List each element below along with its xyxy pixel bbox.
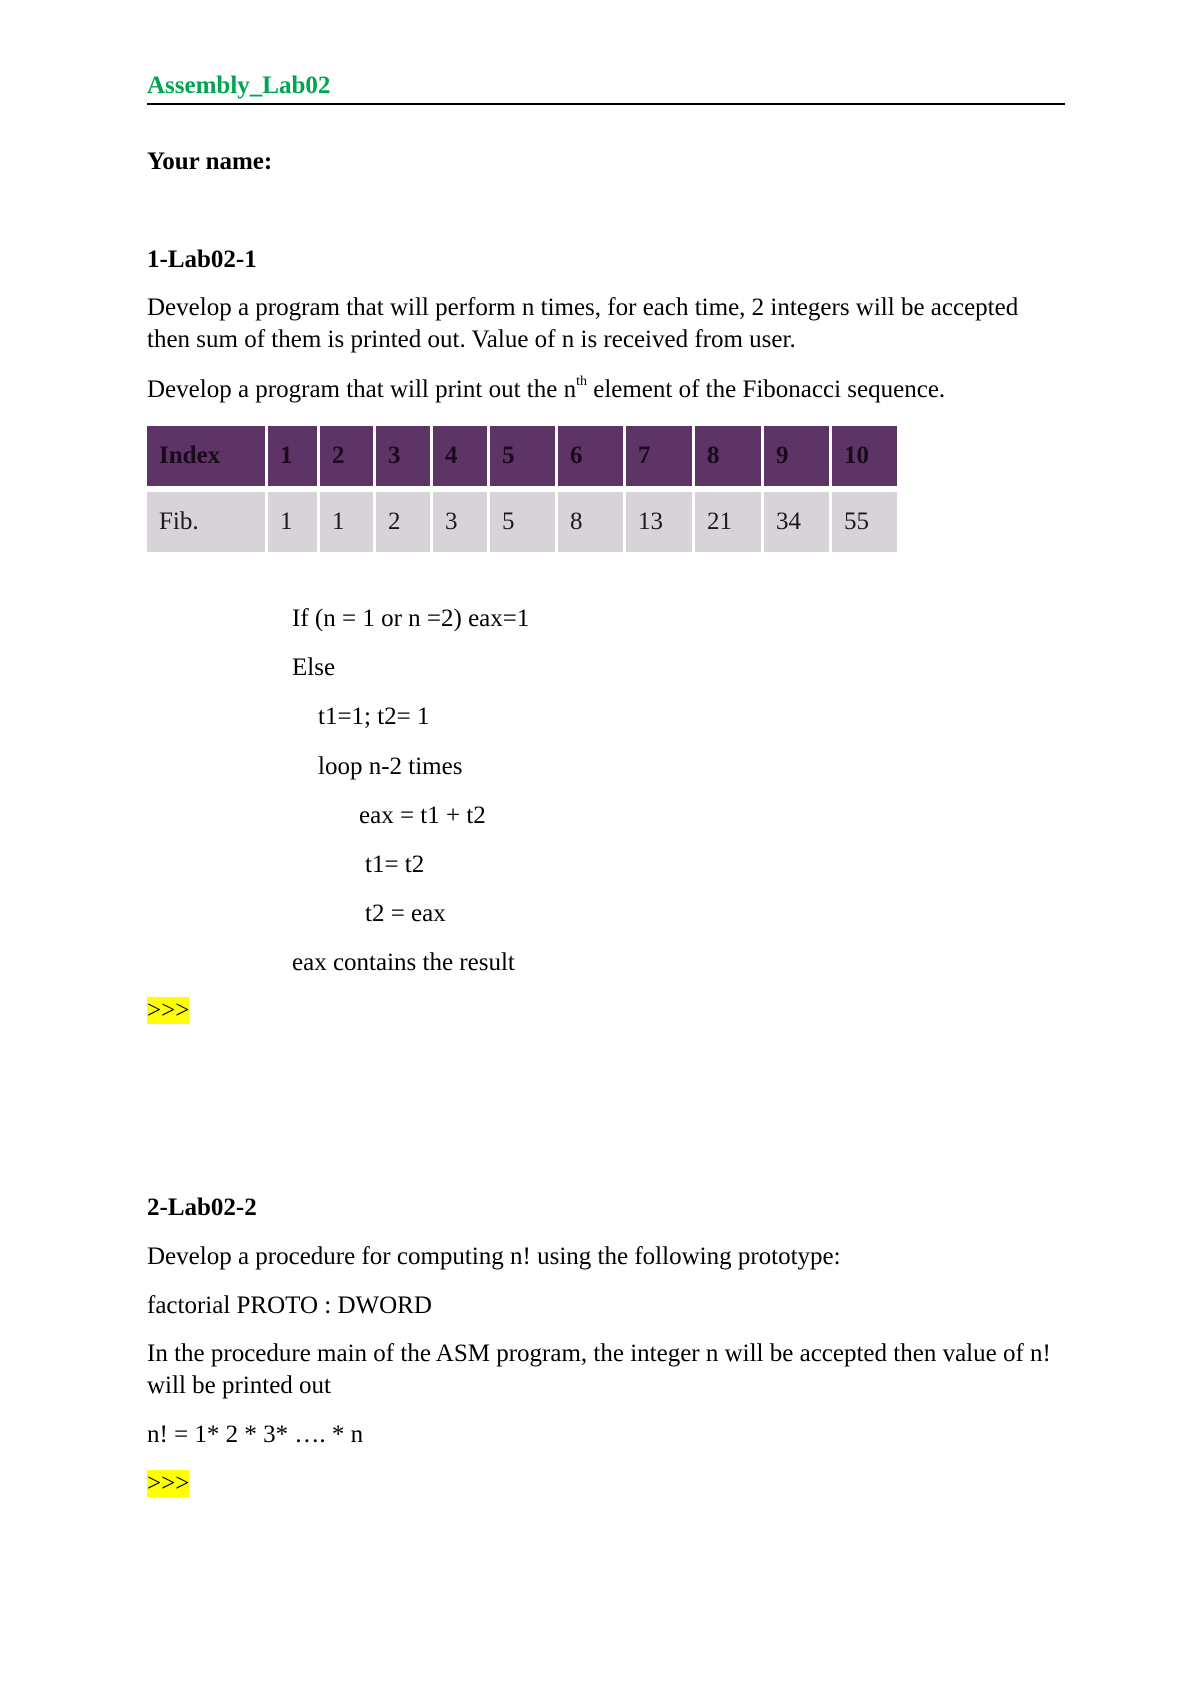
pseudocode-line: loop n-2 times [318,753,463,780]
section2-heading: 2-Lab02-2 [147,1194,257,1221]
prototype-line: factorial PROTO : DWORD [147,1292,432,1319]
section2-paragraph-2: In the procedure main of the ASM program, the integer n will be accepted then value of n! will be printed out [147,1340,1051,1399]
para2-text-before: Develop a program that will print out the n [147,376,577,403]
pseudocode-line: Else [292,654,336,681]
fibonacci-table [144,426,900,552]
table-cell: 7 [626,426,692,486]
name-label: Your name: [147,148,273,175]
table-cell: 8 [695,426,761,486]
section1-paragraph-2 [147,374,945,406]
answer-marker-text: >>> [147,1470,190,1497]
table-cell: 10 [832,426,897,486]
factorial-formula: n! = 1* 2 * 3* …. * n [147,1421,364,1448]
table-header-row [147,426,897,486]
table-cell: 2 [320,426,373,486]
pseudocode-line: t1=1; t2= 1 [318,703,430,730]
section2-paragraph-1: Develop a procedure for computing n! using the following prototype: [147,1243,841,1270]
table-cell: 21 [695,492,761,552]
header-divider [147,103,1065,105]
table-cell: Fib. [147,492,265,552]
pseudocode-line: If (n = 1 or n =2) eax=1 [292,605,530,632]
pseudocode-line: t1= t2 [365,851,425,878]
document-header-title: Assembly_Lab02 [147,72,331,99]
table-cell: 3 [433,492,487,552]
table-cell: 2 [376,492,430,552]
table-cell: 55 [832,492,897,552]
table-cell: 6 [558,426,623,486]
answer-marker-2 [147,1468,189,1500]
table-cell: 5 [490,426,555,486]
table-cell: 1 [268,426,317,486]
table-cell: 3 [376,426,430,486]
table-cell: 1 [320,492,373,552]
pseudocode-line: t2 = eax [365,900,446,927]
table-cell: 8 [558,492,623,552]
table-cell: 9 [764,426,829,486]
table-row [147,492,897,552]
table-cell: 4 [433,426,487,486]
table-cell: 5 [490,492,555,552]
para2-text-after: element of the Fibonacci sequence. [586,376,946,403]
section1-heading: 1-Lab02-1 [147,246,257,273]
answer-marker-text: >>> [147,997,190,1024]
section1-paragraph-1: Develop a program that will perform n times, for each time, 2 integers will be accepted then sum of them is printed out. Value of n is received from user. [147,294,1019,353]
pseudocode-line: eax contains the result [292,949,515,976]
para2-superscript: th [576,373,587,389]
answer-marker-1 [147,995,189,1027]
table-cell: 1 [268,492,317,552]
table-cell: Index [147,426,265,486]
table-cell: 13 [626,492,692,552]
pseudocode-line: eax = t1 + t2 [359,802,486,829]
table-cell: 34 [764,492,829,552]
